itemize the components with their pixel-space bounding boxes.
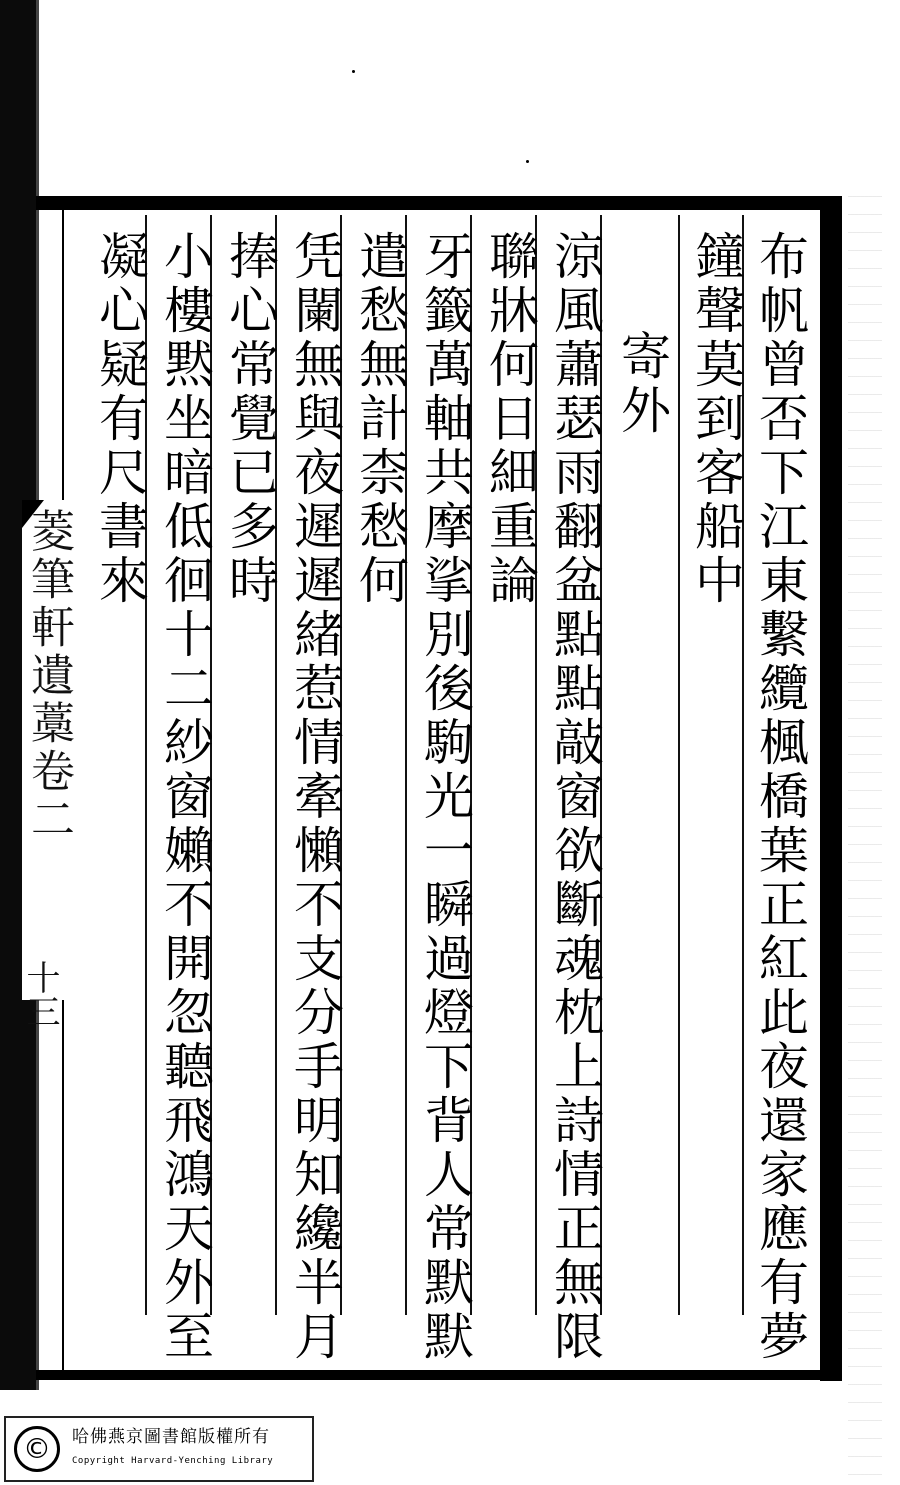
- speck: [352, 70, 355, 73]
- text-column-11: 凝心疑有尺書來: [91, 230, 149, 608]
- text-column-5: 聯牀何日細重論: [481, 230, 539, 608]
- text-column-1: 布帆曾否下江東繫纜楓橋葉正紅此夜還家應有夢: [751, 230, 809, 1364]
- poem-title: 寄外: [613, 330, 671, 438]
- page-edge-noise: [848, 190, 882, 1485]
- text-column-10: 小樓黙坐暗低徊十二紗窗嬾不開忽聽飛鴻天外至: [156, 230, 214, 1364]
- copyright-stamp: [4, 1416, 314, 1482]
- speck: [526, 160, 529, 163]
- copyright-icon: ©: [14, 1426, 60, 1472]
- text-column-8: 凭闌無與夜遲遲緒惹情牽懶不支分手明知纔半月: [286, 230, 344, 1364]
- frame-top-border: [36, 196, 842, 210]
- folio-number: 十三: [20, 960, 60, 1028]
- frame-right-border: [820, 196, 842, 1381]
- text-column-9: 捧心常覺已多時: [221, 230, 279, 608]
- text-column-7: 遣愁無計柰愁何: [351, 230, 409, 608]
- text-column-4: 涼風蕭瑟雨翻盆點點敲窗欲斷魂枕上詩情正無限: [546, 230, 604, 1364]
- spine-title: 菱筆軒遺藁卷二: [23, 508, 74, 844]
- text-column-6: 牙籤萬軸共摩挲別後駒光一瞬過燈下背人常默默: [416, 230, 474, 1364]
- spine-label: [22, 500, 72, 1000]
- fishtail-mark: [22, 500, 66, 528]
- frame-bottom-border: [36, 1370, 842, 1380]
- stamp-english-text: Copyright Harvard-Yenching Library: [72, 1456, 274, 1466]
- stamp-chinese-text: 哈佛燕京圖書館版權所有: [72, 1427, 270, 1447]
- column-rule: [678, 215, 680, 1315]
- text-column-2: 鐘聲莫到客船中: [687, 230, 745, 608]
